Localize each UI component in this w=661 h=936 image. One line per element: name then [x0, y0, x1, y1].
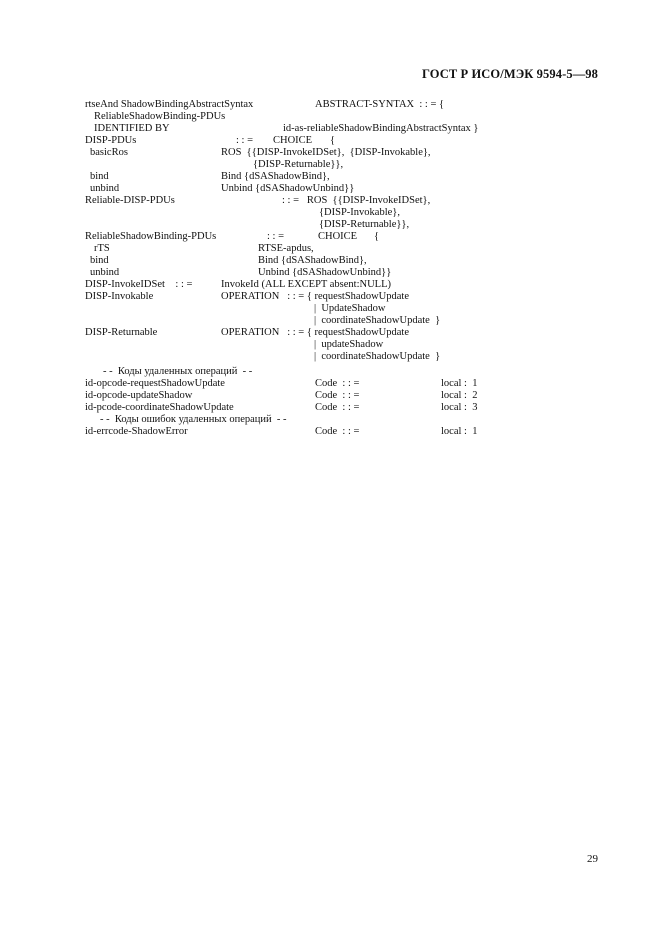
listing-line-25-part-1: id-opcode-updateShadow: [85, 390, 193, 401]
listing-line-7-part-2: Bind {dSAShadowBind},: [221, 171, 330, 182]
listing-line-12-part-1: ReliableShadowBinding-PDUs: [85, 231, 217, 242]
listing-line-10-part-1: {DISP-Invokable},: [319, 207, 400, 218]
listing-line-22-part-1: | coordinateShadowUpdate }: [314, 351, 441, 362]
listing-line-28-part-3: local : 1: [441, 426, 478, 437]
listing-line-5-part-2: ROS {{DISP-InvokeIDSet}, {DISP-Invokable},: [221, 147, 431, 158]
page-number: 29: [587, 853, 598, 865]
listing-line-4-part-3: CHOICE: [273, 135, 313, 146]
listing-line-15-part-2: Unbind {dSAShadowUnbind}}: [258, 267, 392, 278]
listing-line-26-part-3: local : 3: [441, 402, 478, 413]
listing-line-1-part-2: ABSTRACT-SYNTAX : : = {: [315, 99, 445, 110]
listing-line-12-part-4: {: [374, 231, 380, 242]
listing-line-20-part-1: DISP-Returnable: [85, 327, 158, 338]
listing-line-27-part-1: - - Коды ошибок удаленных операций - -: [100, 414, 287, 425]
listing-line-14-part-2: Bind {dSAShadowBind},: [258, 255, 367, 266]
listing-line-4-part-1: DISP-PDUs: [85, 135, 137, 146]
listing-line-17-part-2: OPERATION : : = { requestShadowUpdate: [221, 291, 409, 302]
listing-line-26-part-2: Code : : =: [315, 402, 360, 413]
listing-line-20-part-2: OPERATION : : = { requestShadowUpdate: [221, 327, 409, 338]
listing-line-13-part-2: RTSE-apdus,: [258, 243, 314, 254]
listing-line-13-part-1: rTS: [94, 243, 110, 254]
listing-line-7-part-1: bind: [90, 171, 109, 182]
listing-line-5-part-1: basicRos: [90, 147, 128, 158]
listing-line-21-part-1: | updateShadow: [314, 339, 384, 350]
listing-line-24-part-3: local : 1: [441, 378, 478, 389]
listing-line-15-part-1: unbind: [90, 267, 120, 278]
listing-line-6-part-1: {DISP-Returnable}},: [253, 159, 344, 170]
listing-line-25-part-2: Code : : =: [315, 390, 360, 401]
listing-line-4-part-4: {: [330, 135, 336, 146]
listing-line-24-part-2: Code : : =: [315, 378, 360, 389]
listing-line-19-part-1: | coordinateShadowUpdate }: [314, 315, 441, 326]
listing-line-1-part-1: rtseAnd ShadowBindingAbstractSyntax: [85, 99, 254, 110]
listing-line-3-part-1: IDENTIFIED BY: [94, 123, 170, 134]
listing-line-16-part-2: InvokeId (ALL EXCEPT absent:NULL): [221, 279, 392, 290]
listing-line-18-part-1: | UpdateShadow: [314, 303, 386, 314]
listing-line-3-part-2: id-as-reliableShadowBindingAbstractSyntax }: [283, 123, 479, 134]
listing-line-23-part-1: - - Коды удаленных операций - -: [103, 366, 253, 377]
listing-line-17-part-1: DISP-Invokable: [85, 291, 154, 302]
listing-line-9-part-2: : : = ROS {{DISP-InvokeIDSet},: [282, 195, 431, 206]
listing-line-4-part-2: : : =: [236, 135, 254, 146]
listing-line-14-part-1: bind: [90, 255, 109, 266]
listing-line-2-part-1: ReliableShadowBinding-PDUs: [94, 111, 226, 122]
listing-line-8-part-2: Unbind {dSAShadowUnbind}}: [221, 183, 355, 194]
listing-line-28-part-1: id-errcode-ShadowError: [85, 426, 188, 437]
listing-line-12-part-3: CHOICE: [318, 231, 358, 242]
listing-line-11-part-1: {DISP-Returnable}},: [319, 219, 410, 230]
listing-line-8-part-1: unbind: [90, 183, 120, 194]
listing-line-25-part-3: local : 2: [441, 390, 478, 401]
listing-line-16-part-1: DISP-InvokeIDSet : : =: [85, 279, 193, 290]
listing-line-28-part-2: Code : : =: [315, 426, 360, 437]
listing-line-26-part-1: id-pcode-coordinateShadowUpdate: [85, 402, 234, 413]
listing-line-9-part-1: Reliable-DISP-PDUs: [85, 195, 175, 206]
document-header: ГОСТ Р ИСО/МЭК 9594-5—98: [422, 67, 598, 81]
listing-line-24-part-1: id-opcode-requestShadowUpdate: [85, 378, 225, 389]
listing-line-12-part-2: : : =: [267, 231, 285, 242]
